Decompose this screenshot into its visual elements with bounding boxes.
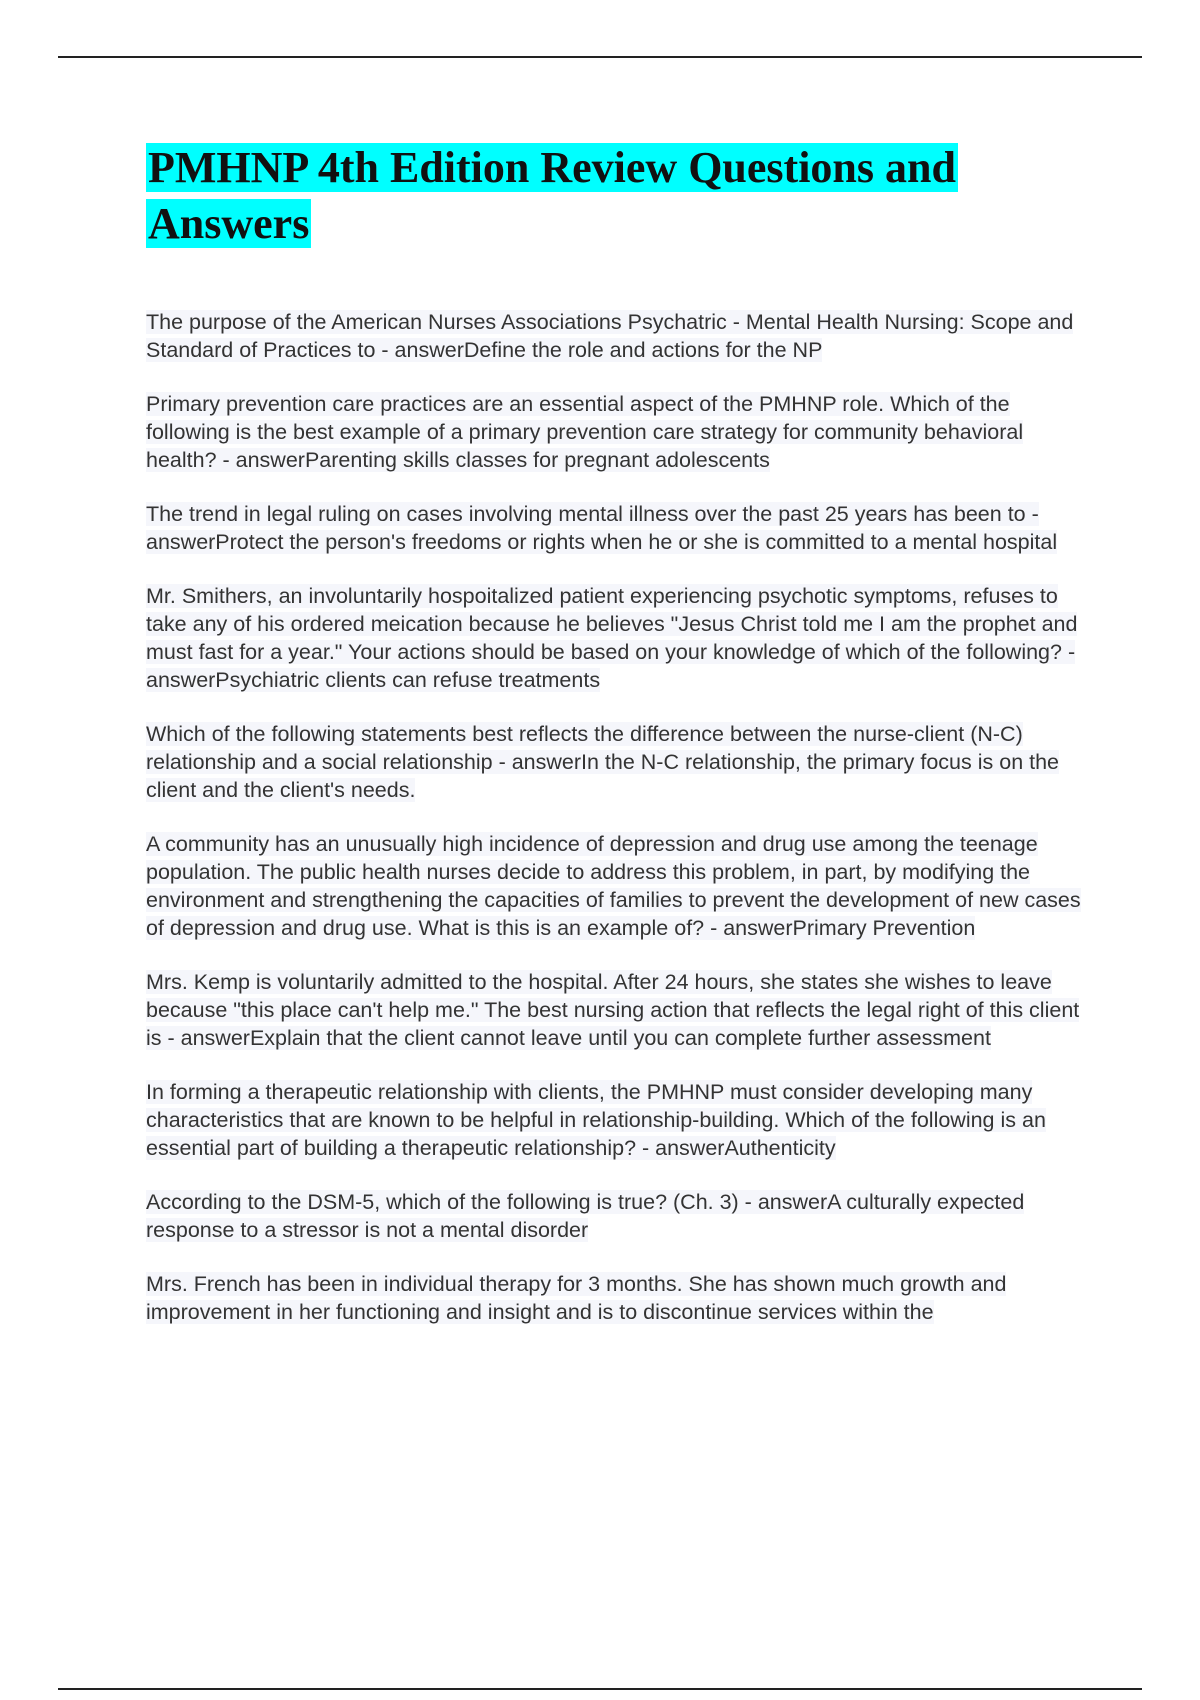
title-highlight: PMHNP 4th Edition Review Questions and Answers: [148, 143, 956, 248]
bottom-rule: [58, 1688, 1142, 1690]
qa-item: Mrs. French has been in individual therapy for 3 months. She has shown much growth and improvement in her functioning and insight and is to discontinue services within the: [146, 1272, 1007, 1324]
qa-item: Mrs. Kemp is voluntarily admitted to the hospital. After 24 hours, she states she wishes to leave because "this place can't help me." The best nursing action that reflects the legal right of this client is - answerExplain that the client cannot leave until you can complete further assessment: [146, 970, 1080, 1050]
qa-item: In forming a therapeutic relationship with clients, the PMHNP must consider developing many characteristics that are known to be helpful in relationship-building. Which of the following is an essential part of building a therapeutic relationship? - answerAuthenticity: [146, 1080, 1046, 1160]
top-rule: [58, 56, 1142, 58]
qa-list: [146, 308, 1096, 1326]
qa-item: Primary prevention care practices are an essential aspect of the PMHNP role. Which of the following is the best example of a primary prevention care strategy for community behavioral health? - answerParenting skills classes for pregnant adolescents: [146, 392, 1024, 472]
qa-item: Mr. Smithers, an involuntarily hospoitalized patient experiencing psychotic symptoms, refuses to take any of his ordered meication because he believes "Jesus Christ told me I am the prophet and must fast for a year." Your actions should be based on your knowledge of which of the following? - answerPsychiatric clients can refuse treatments: [146, 584, 1078, 692]
qa-item: The purpose of the American Nurses Associations Psychatric - Mental Health Nursing: Scope and Standard of Practices to - answerDefine the role and actions for the NP: [146, 310, 1074, 362]
document-title: [146, 140, 1096, 252]
qa-item: Which of the following statements best reflects the difference between the nurse-client (N-C) relationship and a social relationship - answerIn the N-C relationship, the primary focus is on the client and the client's needs.: [146, 722, 1060, 802]
document-body: [146, 140, 1096, 1352]
qa-item: According to the DSM-5, which of the following is true? (Ch. 3) - answerA culturally expected response to a stressor is not a mental disorder: [146, 1190, 1025, 1242]
qa-item: The trend in legal ruling on cases involving mental illness over the past 25 years has been to - answerProtect the person's freedoms or rights when he or she is committed to a mental hospital: [146, 502, 1058, 554]
qa-item: A community has an unusually high incidence of depression and drug use among the teenage population. The public health nurses decide to address this problem, in part, by modifying the environment and strengthening the capacities of families to prevent the development of new cases of depression and drug use. What is this is an example of? - answerPrimary Prevention: [146, 832, 1081, 940]
